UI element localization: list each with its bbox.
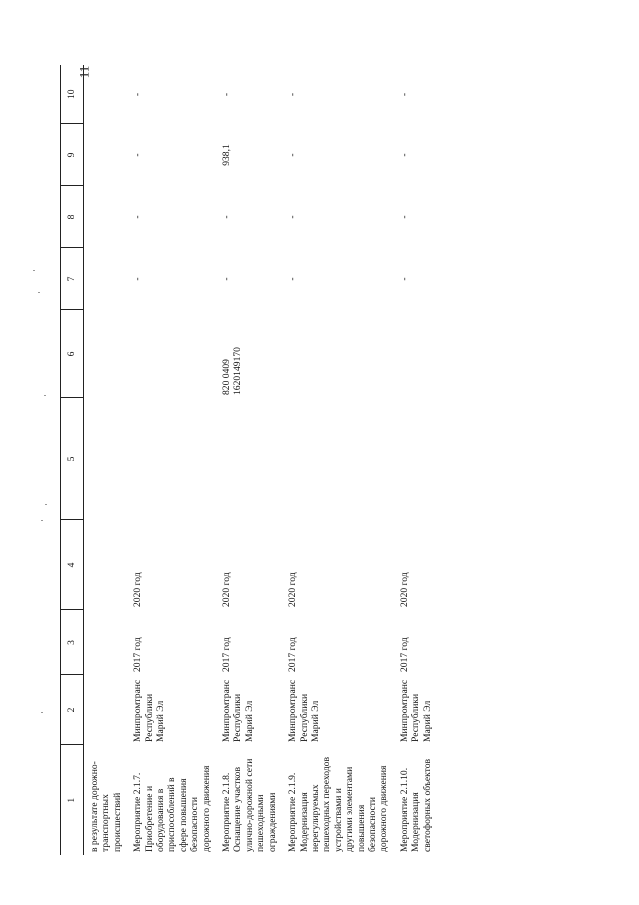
table-cell-c2: [282, 675, 394, 745]
table-cell-c8: [83, 186, 127, 248]
cell-text-line: Минпромтранс: [286, 679, 298, 742]
program-activities-table: [60, 65, 437, 855]
table-cell-c5: [83, 398, 127, 520]
table-cell-c2: [216, 675, 282, 745]
cell-text-line: Модернизация: [409, 792, 421, 852]
column-header: 1: [60, 745, 83, 855]
table-cell-c6: [83, 310, 127, 398]
table-cell-c2: [83, 675, 127, 745]
table-cell-c6: [393, 310, 436, 398]
cell-text-line: дорожного движения: [377, 765, 389, 852]
cell-text-line: транспортных: [99, 794, 111, 852]
table-cell-c10: -: [220, 92, 232, 97]
table-cell-c5: [282, 398, 394, 520]
table-row: [127, 65, 216, 855]
rotated-table-page: [60, 65, 580, 855]
cell-text-line: Оснащение участков: [231, 767, 243, 852]
cell-text-line: Республики: [231, 693, 243, 742]
table-cell-c9: -: [286, 153, 298, 157]
table-cell-c8: -: [131, 215, 143, 219]
table-cell-c7: -: [286, 277, 298, 281]
cell-text-line: безопасности: [188, 796, 200, 852]
cell-text-line: ограждениями: [266, 792, 278, 852]
column-header: 4: [60, 520, 83, 610]
table-cell-c4: 2020 год: [286, 572, 298, 607]
table-cell-c3: 2017 год: [286, 637, 298, 672]
table-cell-c10: [83, 65, 127, 124]
cell-text-line: светофорных объектов: [421, 758, 433, 852]
table-cell-c9: 938,1: [220, 144, 232, 166]
column-header: 5: [60, 398, 83, 520]
table-row: [282, 65, 394, 855]
table-cell-c1: [83, 745, 127, 855]
cell-text-line: приспособлений в: [165, 777, 177, 852]
table-cell-c1: [216, 745, 282, 855]
column-header: 6: [60, 310, 83, 398]
table-cell-c3: [83, 610, 127, 675]
cell-text-line: улично-дорожной сети: [243, 758, 255, 852]
column-header: 3: [60, 610, 83, 675]
cell-text-line: в результате дорожно-: [88, 761, 100, 852]
table-cell-c2: [393, 675, 436, 745]
page-number: 11: [76, 65, 92, 79]
cell-text-line: сфере повышения: [177, 778, 189, 852]
table-cell-c3: 2017 год: [398, 637, 410, 672]
table-cell-c6: [127, 310, 216, 398]
cell-text-line: оборудования в: [154, 788, 166, 852]
table-cell-c1: [393, 745, 436, 855]
table-cell-c4: 2020 год: [131, 572, 143, 607]
table-cell-c7: [83, 248, 127, 310]
cell-text-line: Мероприятие 2.1.8.: [220, 772, 232, 852]
table-cell-c6: [282, 310, 394, 398]
table-cell-c2: [127, 675, 216, 745]
cell-text-line: безопасности: [366, 796, 378, 852]
cell-text-line: происшествий: [111, 792, 123, 852]
cell-text-line: Марий Эл: [243, 700, 255, 742]
cell-text-line: Приобретение и: [143, 785, 155, 852]
table-cell-c1: [282, 745, 394, 855]
cell-text-line: Марий Эл: [421, 700, 433, 742]
table-cell-c5: [216, 398, 282, 520]
cell-text-line: Мероприятие 2.1.7.: [131, 772, 143, 852]
cell-text-line: Минпромтранс: [131, 679, 143, 742]
table-cell-c3: 2017 год: [131, 637, 143, 672]
scan-speck: [41, 712, 43, 713]
table-cell-c7: -: [398, 277, 410, 281]
scan-speck: [44, 395, 46, 396]
scan-speck: [38, 292, 40, 293]
table-cell-c8: -: [398, 215, 410, 219]
cell-text-line: 1620149170: [231, 347, 243, 395]
cell-text-line: нерегулируемых: [309, 784, 321, 852]
cell-text-line: Мероприятие 2.1.9.: [286, 772, 298, 852]
cell-text-line: Республики: [143, 693, 155, 742]
table-cell-c9: -: [398, 153, 410, 157]
table-cell-c8: -: [286, 215, 298, 219]
cell-text-line: устройствами и: [332, 788, 344, 852]
scan-speck: [45, 504, 47, 505]
cell-text-line: дорожного движения: [200, 765, 212, 852]
cell-text-line: повышения: [355, 804, 367, 852]
table-cell-c10: -: [286, 92, 298, 97]
table-body: [83, 65, 436, 855]
cell-text-line: Модернизация: [298, 792, 309, 852]
column-header: 10: [60, 65, 83, 124]
table-cell-c4: [83, 520, 127, 610]
table-row: [393, 65, 436, 855]
column-header: 7: [60, 248, 83, 310]
table-cell-c5: [127, 398, 216, 520]
scan-speck: [33, 270, 35, 271]
header-row: [60, 65, 83, 855]
table-row: [83, 65, 127, 855]
table-cell-c9: [83, 124, 127, 186]
column-header: 2: [60, 675, 83, 745]
cell-text-line: другими элементами: [343, 766, 355, 852]
table-cell-c9: -: [131, 153, 143, 157]
cell-text-line: Минпромтранс: [398, 679, 410, 742]
table-cell-c7: -: [220, 277, 232, 281]
cell-text-line: 820 0409: [220, 359, 232, 395]
column-header: 8: [60, 186, 83, 248]
table-cell-c4: 2020 год: [398, 572, 410, 607]
table-cell-c5: [393, 398, 436, 520]
cell-text-line: Марий Эл: [154, 700, 166, 742]
table-cell-c1: [127, 745, 216, 855]
cell-text-line: Минпромтранс: [220, 679, 232, 742]
table-row: [216, 65, 282, 855]
table-cell-c3: 2017 год: [220, 637, 232, 672]
table-cell-c8: -: [220, 215, 232, 219]
cell-text-line: Мероприятие 2.1.10.: [398, 767, 410, 852]
cell-text-line: Марий Эл: [309, 700, 321, 742]
table-cell-c10: -: [398, 92, 410, 97]
cell-text-line: пешеходных переходов: [320, 757, 332, 852]
cell-text-line: Республики: [409, 693, 421, 742]
table-cell-c4: 2020 год: [220, 572, 232, 607]
cell-text-line: Республики: [298, 693, 309, 742]
table-cell-c7: -: [131, 277, 143, 281]
table-cell-c6: [216, 310, 282, 398]
table-cell-c10: -: [131, 92, 143, 97]
scan-speck: [41, 520, 43, 521]
column-header: 9: [60, 124, 83, 186]
cell-text-line: пешеходными: [254, 794, 266, 852]
